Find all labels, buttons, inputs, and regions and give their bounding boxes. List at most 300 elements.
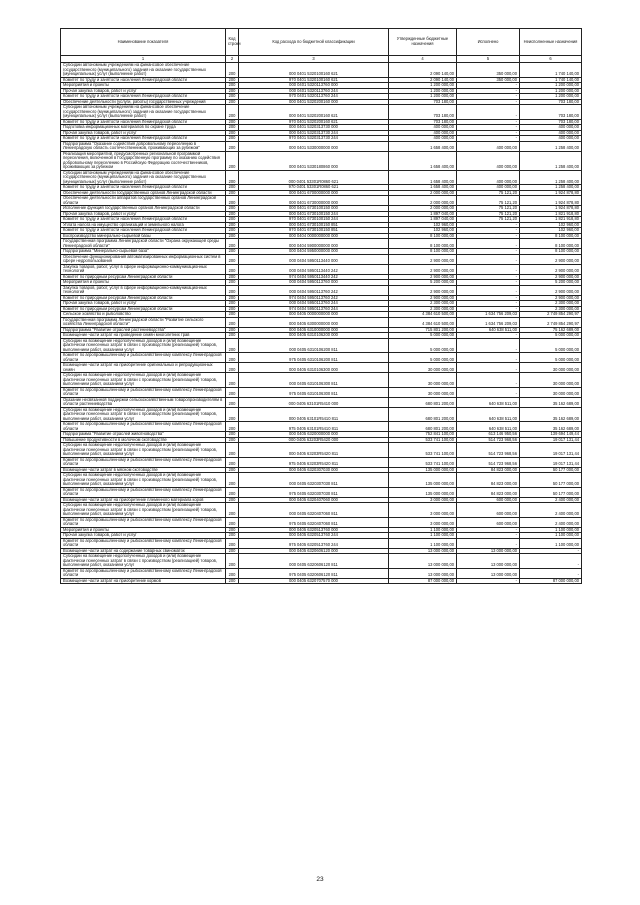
budget-code: 000 0405 6320407060 811 xyxy=(239,503,389,518)
unexecuted-amount: 75 162 689,00 xyxy=(520,327,582,333)
unexecuted-amount: 1 821 918,80 xyxy=(520,217,582,223)
table-row xyxy=(61,422,582,432)
executed-amount: - xyxy=(457,222,520,228)
unexecuted-amount: 35 162 689,00 xyxy=(520,422,582,432)
table-row xyxy=(61,141,582,151)
executed-amount: - xyxy=(457,136,520,142)
unexecuted-amount: 1 924 878,80 xyxy=(520,206,582,212)
approved-amount: 2 300 000,00 xyxy=(389,301,457,307)
row-name: Мероприятия и проекты xyxy=(61,280,226,286)
budget-code: 000 0405 63203R5420 811 xyxy=(239,443,389,458)
approved-amount: 400 000,00 xyxy=(389,130,457,136)
executed-amount: - xyxy=(457,280,520,286)
row-name: Прочая закупка товаров, работ и услуг xyxy=(61,533,226,539)
executed-amount: - xyxy=(457,527,520,533)
approved-amount: 13 000 000,00 xyxy=(389,568,457,578)
row-code: 200 xyxy=(226,548,239,554)
unexecuted-amount: 139 694 149,44 xyxy=(520,432,582,438)
table-row xyxy=(61,170,582,185)
approved-amount: 752 841 100,00 xyxy=(389,432,457,438)
row-name: Возмещение части затрат на приобретение оригинальных и репродукционных семян xyxy=(61,363,226,373)
row-name: Подготовка информационных материалов по охране труда xyxy=(61,125,226,131)
unexecuted-amount: 8 100 000,00 xyxy=(520,233,582,239)
unexecuted-amount: 2 900 000,00 xyxy=(520,254,582,264)
unexecuted-amount: 19 017 131,44 xyxy=(520,443,582,458)
approved-amount: 1 100 000,00 xyxy=(389,533,457,539)
executed-amount: 75 121,20 xyxy=(457,206,520,212)
budget-code: 000 0404 5950113440 242 xyxy=(239,264,389,274)
unexecuted-amount: 1 821 918,80 xyxy=(520,211,582,217)
executed-amount: 613 146 950,56 xyxy=(457,432,520,438)
executed-amount: 1 634 756 209,03 xyxy=(457,317,520,327)
approved-amount: 680 801 200,00 xyxy=(389,407,457,422)
approved-amount: 2 090 140,00 xyxy=(389,63,457,78)
table-row xyxy=(61,373,582,388)
row-name: Закупка товаров, работ, услуг в сфере информационно-коммуникационных технологий xyxy=(61,264,226,274)
unexecuted-amount: 1 258 400,00 xyxy=(520,185,582,191)
budget-code: 000 0405 6320606120 811 xyxy=(239,554,389,569)
row-name: Прочая закупка товаров, работ и услуг xyxy=(61,211,226,217)
approved-amount: 3 000 000,00 xyxy=(389,503,457,518)
budget-code: 000 0401 5320113760 000 xyxy=(239,83,389,89)
row-name: Субсидии на возмещение недополученных доходов и (или) возмещение фактически понесенных затрат в связи с производством (реализацией) товаров, выполнением работ, оказанием услуг xyxy=(61,503,226,518)
approved-amount: 533 741 100,00 xyxy=(389,437,457,443)
unexecuted-amount: 50 177 000,00 xyxy=(520,467,582,473)
unexecuted-amount: 1 740 140,00 xyxy=(520,77,582,83)
row-code: 200 xyxy=(226,63,239,78)
unexecuted-amount: 1 258 400,00 xyxy=(520,141,582,151)
row-code: 200 xyxy=(226,206,239,212)
executed-amount: - xyxy=(457,254,520,264)
row-code: 200 xyxy=(226,222,239,228)
table-row xyxy=(61,578,582,584)
approved-amount: 400 000,00 xyxy=(389,136,457,142)
row-code: 200 xyxy=(226,432,239,438)
header-budget-code: Код расхода по бюджетной классификации xyxy=(239,29,389,56)
row-code: 200 xyxy=(226,105,239,120)
table-row xyxy=(61,353,582,363)
budget-code: 000 0404 5950113760 000 xyxy=(239,280,389,286)
header-executed: Исполнено xyxy=(457,29,520,56)
budget-code: 000 0405 6320513760 244 xyxy=(239,533,389,539)
unexecuted-amount: 1 740 140,00 xyxy=(520,63,582,78)
approved-amount: 1 658 400,00 xyxy=(389,185,457,191)
executed-amount: - xyxy=(457,306,520,312)
unexecuted-amount: 2 400 000,00 xyxy=(520,497,582,503)
row-name: Возмещение части затрат в мясном скотоводстве xyxy=(61,467,226,473)
approved-amount: 400 000,00 xyxy=(389,125,457,131)
executed-amount: 13 000 000,00 xyxy=(457,548,520,554)
row-name: Субсидии на возмещение недополученных доходов и (или) возмещение фактически понесенных затрат в связи с производством (реализацией) товаров, выполнением работ, оказанием услуг xyxy=(61,373,226,388)
row-code: 200 xyxy=(226,280,239,286)
executed-amount: - xyxy=(457,301,520,307)
row-name: Комитет по агропромышленному и рыбохозяйственному комплексу Ленинградской области xyxy=(61,538,226,548)
executed-amount: - xyxy=(457,353,520,363)
approved-amount: 8 100 000,00 xyxy=(389,239,457,249)
column-number: 1 xyxy=(61,56,226,63)
budget-code: 000 0401 53301R0860 621 xyxy=(239,170,389,185)
budget-code: 000 0405 6310106200 811 xyxy=(239,338,389,353)
row-name: Комитет по агропромышленному и рыбохозяйственному комплексу Ленинградской области xyxy=(61,457,226,467)
approved-amount: 30 000 000,00 xyxy=(389,387,457,397)
budget-code: 000 0405 6310000000 000 xyxy=(239,327,389,333)
executed-amount: - xyxy=(457,264,520,274)
unexecuted-amount: 5 000 000,00 xyxy=(520,333,582,339)
unexecuted-amount: 1 200 000,00 xyxy=(520,88,582,94)
unexecuted-amount: - xyxy=(520,568,582,578)
row-code: 200 xyxy=(226,373,239,388)
unexecuted-amount: 2 900 000,00 xyxy=(520,264,582,274)
budget-code: 000 0401 6700000000 000 xyxy=(239,190,389,196)
row-name: Государственная программа Ленинградской области "Развитие сельского хозяйства Ленинградской области" xyxy=(61,317,226,327)
approved-amount: 4 384 610 500,00 xyxy=(389,317,457,327)
unexecuted-amount: 30 000 000,00 xyxy=(520,373,582,388)
row-code: 200 xyxy=(226,88,239,94)
row-name: Комитет по труду и занятости населения Ленинградской области xyxy=(61,94,226,100)
approved-amount: 1 897 040,00 xyxy=(389,217,457,223)
unexecuted-amount: 1 100 000,00 xyxy=(520,533,582,539)
unexecuted-amount: 2 900 000,00 xyxy=(520,285,582,295)
row-code: 200 xyxy=(226,527,239,533)
executed-amount: 400 000,00 xyxy=(457,141,520,151)
budget-code: 974 0404 5950113440 242 xyxy=(239,274,389,280)
executed-amount: 75 121,20 xyxy=(457,196,520,206)
table-row xyxy=(61,473,582,488)
table-row xyxy=(61,387,582,397)
approved-amount: 135 000 000,00 xyxy=(389,487,457,497)
approved-amount: 1 100 000,00 xyxy=(389,527,457,533)
budget-code: 000 0401 5330180860 000 xyxy=(239,151,389,170)
table-row xyxy=(61,105,582,120)
table-row xyxy=(61,487,582,497)
approved-amount: 4 384 610 500,00 xyxy=(389,312,457,318)
row-name: Оказание несвязанной поддержки сельскохозяйственным товаропроизводителям в области растениеводства xyxy=(61,397,226,407)
row-name: Подпрограмма "Развитие отраслей животноводства" xyxy=(61,432,226,438)
budget-code: 000 0401 6730000000 000 xyxy=(239,196,389,206)
executed-amount: 400 000,00 xyxy=(457,170,520,185)
row-code: 200 xyxy=(226,473,239,488)
approved-amount: 3 000 000,00 xyxy=(389,517,457,527)
unexecuted-amount: 30 000 000,00 xyxy=(520,387,582,397)
unexecuted-amount: 102 960,00 xyxy=(520,228,582,234)
table-row xyxy=(61,554,582,569)
unexecuted-amount: 2 900 000,00 xyxy=(520,295,582,301)
unexecuted-amount: 50 177 000,00 xyxy=(520,487,582,497)
row-name: Комитет по природным ресурсам Ленинградской области xyxy=(61,274,226,280)
executed-amount: - xyxy=(457,274,520,280)
executed-amount: - xyxy=(457,233,520,239)
row-name: Мероприятия и проекты xyxy=(61,83,226,89)
row-name: Обеспечение функционирования автоматизированных информационных систем в сфере недропользования xyxy=(61,254,226,264)
budget-code: 000 0405 6310106300 811 xyxy=(239,373,389,388)
executed-amount: - xyxy=(457,387,520,397)
budget-code: 000 0405 6300000000 000 xyxy=(239,317,389,327)
table-row xyxy=(61,443,582,458)
unexecuted-amount: 19 017 131,44 xyxy=(520,437,582,443)
executed-amount: 640 638 511,00 xyxy=(457,397,520,407)
approved-amount: 2 900 000,00 xyxy=(389,285,457,295)
row-name: Субсидии на возмещение недополученных доходов и (или) возмещение фактически понесенных затрат в связи с производством (реализацией) товаров, выполнением работ, оказанием услуг xyxy=(61,473,226,488)
row-code: 200 xyxy=(226,487,239,497)
row-name: Прочая закупка товаров, работ и услуг xyxy=(61,130,226,136)
budget-execution-sheet xyxy=(60,28,581,584)
row-name: Возмещение части затрат на содержание товарных свиноматок xyxy=(61,548,226,554)
row-name: Субсидии на возмещение недополученных доходов и (или) возмещение фактически понесенных затрат в связи с производством (реализацией) товаров, выполнением работ, оказанием услуг xyxy=(61,407,226,422)
row-name: Комитет по агропромышленному и рыбохозяйственному комплексу Ленинградской области xyxy=(61,487,226,497)
table-row xyxy=(61,538,582,548)
row-name: Комитет по труду и занятости населения Ленинградской области xyxy=(61,77,226,83)
row-name: Комитет по агропромышленному и рыбохозяйственному комплексу Ленинградской области xyxy=(61,387,226,397)
approved-amount: 2 900 000,00 xyxy=(389,264,457,274)
approved-amount: 1 658 400,00 xyxy=(389,141,457,151)
executed-amount: 640 638 511,00 xyxy=(457,422,520,432)
approved-amount: 703 180,00 xyxy=(389,99,457,105)
budget-code: 975 0405 63203R5420 811 xyxy=(239,457,389,467)
table-row xyxy=(61,317,582,327)
table-row xyxy=(61,285,582,295)
executed-amount: 13 000 000,00 xyxy=(457,554,520,569)
unexecuted-amount: 8 100 000,00 xyxy=(520,249,582,255)
approved-amount: 1 897 040,00 xyxy=(389,211,457,217)
unexecuted-amount: 1 200 000,00 xyxy=(520,83,582,89)
executed-amount: 1 634 756 209,03 xyxy=(457,312,520,318)
row-name: Возмещение части затрат на приобретение племенного материала коров xyxy=(61,497,226,503)
row-code: 200 xyxy=(226,274,239,280)
approved-amount: 715 801 200,00 xyxy=(389,327,457,333)
executed-amount: - xyxy=(457,533,520,539)
row-code: 200 xyxy=(226,422,239,432)
executed-amount: - xyxy=(457,239,520,249)
budget-code: 000 0405 6320000000 000 xyxy=(239,432,389,438)
budget-code: 975 0405 6310106200 811 xyxy=(239,353,389,363)
table-row xyxy=(61,517,582,527)
budget-code: 000 0405 6310106300 000 xyxy=(239,363,389,373)
budget-code: 000 0405 6320707570 000 xyxy=(239,578,389,584)
unexecuted-amount: 2 300 000,00 xyxy=(520,306,582,312)
column-number: 3 xyxy=(239,56,389,63)
row-code: 200 xyxy=(226,233,239,239)
approved-amount: 87 000 000,00 xyxy=(389,578,457,584)
budget-code: 970 0401 5320200160 621 xyxy=(239,119,389,125)
row-code: 200 xyxy=(226,211,239,217)
budget-code: 000 0405 6320606120 000 xyxy=(239,548,389,554)
executed-amount: 600 000,00 xyxy=(457,497,520,503)
table-row xyxy=(61,254,582,264)
table-body xyxy=(61,63,582,584)
approved-amount: 2 090 140,00 xyxy=(389,77,457,83)
row-code: 200 xyxy=(226,285,239,295)
budget-code: 000 0401 5320313730 000 xyxy=(239,125,389,131)
executed-amount: - xyxy=(457,119,520,125)
row-code: 200 xyxy=(226,217,239,223)
unexecuted-amount: 87 000 000,00 xyxy=(520,578,582,584)
budget-code: 000 0401 5320200160 000 xyxy=(239,99,389,105)
approved-amount: 1 200 000,00 xyxy=(389,83,457,89)
unexecuted-amount: 30 000 000,00 xyxy=(520,363,582,373)
row-name: Обеспечение деятельности государственных органов Ленинградской области xyxy=(61,190,226,196)
executed-amount: - xyxy=(457,373,520,388)
unexecuted-amount: 35 162 689,00 xyxy=(520,407,582,422)
row-code: 200 xyxy=(226,327,239,333)
row-code: 200 xyxy=(226,312,239,318)
executed-amount: - xyxy=(457,88,520,94)
unexecuted-amount: - xyxy=(520,548,582,554)
executed-amount: - xyxy=(457,578,520,584)
unexecuted-amount: 400 000,00 xyxy=(520,125,582,131)
row-name: Субсидии автономным учреждениям на финансовое обеспечение государственного (муниципального) задания на оказание государственных (муниципальных) услуг (выполнение работ) xyxy=(61,170,226,185)
unexecuted-amount: 1 924 878,80 xyxy=(520,190,582,196)
row-name: Закупка товаров, работ, услуг в сфере информационно-коммуникационных технологий xyxy=(61,285,226,295)
approved-amount: 13 000 000,00 xyxy=(389,548,457,554)
budget-code: 000 0404 5900000000 000 xyxy=(239,239,389,249)
column-number: 2 xyxy=(226,56,239,63)
header-approved: Утвержденные бюджетные назначения xyxy=(389,29,457,56)
row-code: 200 xyxy=(226,151,239,170)
row-code: 200 xyxy=(226,99,239,105)
row-code: 200 xyxy=(226,467,239,473)
unexecuted-amount: 1 924 878,80 xyxy=(520,196,582,206)
approved-amount: 703 180,00 xyxy=(389,105,457,120)
row-code: 200 xyxy=(226,578,239,584)
budget-code: 975 0405 6320407060 811 xyxy=(239,517,389,527)
budget-code: 000 0405 6320407060 000 xyxy=(239,497,389,503)
approved-amount: 102 960,00 xyxy=(389,222,457,228)
approved-amount: 135 000 000,00 xyxy=(389,467,457,473)
row-code: 200 xyxy=(226,301,239,307)
approved-amount: 680 801 200,00 xyxy=(389,422,457,432)
unexecuted-amount: 1 100 000,00 xyxy=(520,527,582,533)
executed-amount: 640 638 511,00 xyxy=(457,407,520,422)
budget-code: 000 0405 0000000000 000 xyxy=(239,312,389,318)
budget-table xyxy=(60,28,582,584)
row-name: Комитет по труду и занятости населения Ленинградской области xyxy=(61,119,226,125)
approved-amount: 1 658 400,00 xyxy=(389,151,457,170)
approved-amount: 102 960,00 xyxy=(389,228,457,234)
budget-code: 974 0404 5950113760 242 xyxy=(239,295,389,301)
row-code: 200 xyxy=(226,317,239,327)
executed-amount: 600 000,00 xyxy=(457,503,520,518)
executed-amount: 350 000,00 xyxy=(457,77,520,83)
budget-code: 000 0401 6730100150 851 xyxy=(239,222,389,228)
row-code: 200 xyxy=(226,254,239,264)
unexecuted-amount: 5 000 000,00 xyxy=(520,353,582,363)
unexecuted-amount: 2 749 854 290,97 xyxy=(520,317,582,327)
unexecuted-amount: 50 177 000,00 xyxy=(520,473,582,488)
executed-amount: - xyxy=(457,228,520,234)
approved-amount: 703 180,00 xyxy=(389,119,457,125)
row-code: 200 xyxy=(226,363,239,373)
unexecuted-amount: 1 258 400,00 xyxy=(520,151,582,170)
row-name: Исполнение функций государственных органов Ленинградской области xyxy=(61,206,226,212)
header-name: Наименование показателя xyxy=(61,29,226,56)
table-row xyxy=(61,568,582,578)
row-code: 200 xyxy=(226,295,239,301)
approved-amount: 2 300 000,00 xyxy=(389,306,457,312)
column-number: 5 xyxy=(457,56,520,63)
budget-code: 000 0401 5320113760 244 xyxy=(239,88,389,94)
approved-amount: 30 000 000,00 xyxy=(389,373,457,388)
approved-amount: 2 000 000,00 xyxy=(389,190,457,196)
approved-amount: 5 000 000,00 xyxy=(389,353,457,363)
header-row xyxy=(61,29,582,56)
approved-amount: 8 100 000,00 xyxy=(389,249,457,255)
budget-code: 975 0405 63101R5410 811 xyxy=(239,422,389,432)
row-name: Воспроизводство минерально-сырьевой базы xyxy=(61,233,226,239)
row-code: 200 xyxy=(226,538,239,548)
budget-code: 000 0405 63203R5420 000 xyxy=(239,437,389,443)
executed-amount: 75 121,20 xyxy=(457,190,520,196)
budget-code: 970 0401 5320100160 621 xyxy=(239,77,389,83)
budget-code: 000 0404 5950113760 244 xyxy=(239,301,389,307)
row-name: Субсидии автономным учреждениям на финансовое обеспечение государственного (муниципального) задания на оказание государственных (муниципальных) услуг (выполнение работ) xyxy=(61,63,226,78)
executed-amount: 350 000,00 xyxy=(457,63,520,78)
budget-code: 970 0401 53301R0860 621 xyxy=(239,185,389,191)
budget-code: 000 0401 6730100150 000 xyxy=(239,206,389,212)
unexecuted-amount: 2 400 000,00 xyxy=(520,517,582,527)
header-unexecuted: Неисполненные назначения xyxy=(520,29,582,56)
budget-code: 000 0401 5320100160 621 xyxy=(239,63,389,78)
row-name: Комитет по агропромышленному и рыбохозяйственному комплексу Ленинградской области xyxy=(61,568,226,578)
row-code: 200 xyxy=(226,170,239,185)
row-code: 200 xyxy=(226,353,239,363)
approved-amount: 1 100 000,00 xyxy=(389,538,457,548)
approved-amount: 2 900 000,00 xyxy=(389,254,457,264)
row-name: Подпрограмма "Оказание содействия добровольному переселению в Ленинградскую область соотечественников, проживающих за рубежом" xyxy=(61,141,226,151)
column-number: 4 xyxy=(389,56,457,63)
row-code: 200 xyxy=(226,77,239,83)
executed-amount: - xyxy=(457,83,520,89)
executed-amount: - xyxy=(457,94,520,100)
approved-amount: 680 801 200,00 xyxy=(389,397,457,407)
unexecuted-amount: 703 180,00 xyxy=(520,99,582,105)
table-row xyxy=(61,363,582,373)
row-name: Комитет по агропромышленному и рыбохозяйственному комплексу Ленинградской области xyxy=(61,517,226,527)
executed-amount: - xyxy=(457,249,520,255)
approved-amount: 5 000 000,00 xyxy=(389,333,457,339)
unexecuted-amount: 5 000 000,00 xyxy=(520,338,582,353)
unexecuted-amount: 102 960,00 xyxy=(520,222,582,228)
approved-amount: 2 000 000,00 xyxy=(389,206,457,212)
row-name: Возмещение части затрат на приобретение кормов xyxy=(61,578,226,584)
row-name: Комитет по труду и занятости населения Ленинградской области xyxy=(61,136,226,142)
executed-amount: 514 723 968,56 xyxy=(457,437,520,443)
row-name: Возмещение части затрат на проведение семян многолетних трав xyxy=(61,333,226,339)
unexecuted-amount: 35 162 689,00 xyxy=(520,397,582,407)
budget-code: 975 0405 6320307030 811 xyxy=(239,487,389,497)
row-name: Реализация мероприятий, предусмотренных региональной программой переселения, включенной в Государственную программу по оказанию содействия добровольному переселению в Российскую Федерацию соотечественников, проживающих за рубежом xyxy=(61,151,226,170)
budget-code: 000 0404 5950113440 000 xyxy=(239,254,389,264)
executed-amount: 75 121,20 xyxy=(457,211,520,217)
row-name: Комитет по труду и занятости населения Ленинградской области xyxy=(61,228,226,234)
executed-amount: - xyxy=(457,338,520,353)
budget-code: 975 0405 6320606120 811 xyxy=(239,568,389,578)
header-row-code: Код строки xyxy=(226,29,239,56)
budget-code: 000 0401 5330000000 000 xyxy=(239,141,389,151)
row-code: 200 xyxy=(226,338,239,353)
row-name: Комитет по природным ресурсам Ленинградской области xyxy=(61,306,226,312)
executed-amount: 400 000,00 xyxy=(457,151,520,170)
row-name: Обеспечение деятельности аппаратов государственных органов Ленинградской области xyxy=(61,196,226,206)
approved-amount: 30 000 000,00 xyxy=(389,363,457,373)
executed-amount: - xyxy=(457,285,520,295)
row-code: 200 xyxy=(226,554,239,569)
approved-amount: 2 900 000,00 xyxy=(389,295,457,301)
approved-amount: 8 100 000,00 xyxy=(389,233,457,239)
row-code: 200 xyxy=(226,83,239,89)
budget-code: 000 0404 0000000000 000 xyxy=(239,233,389,239)
row-code: 200 xyxy=(226,443,239,458)
approved-amount: 5 000 000,00 xyxy=(389,338,457,353)
